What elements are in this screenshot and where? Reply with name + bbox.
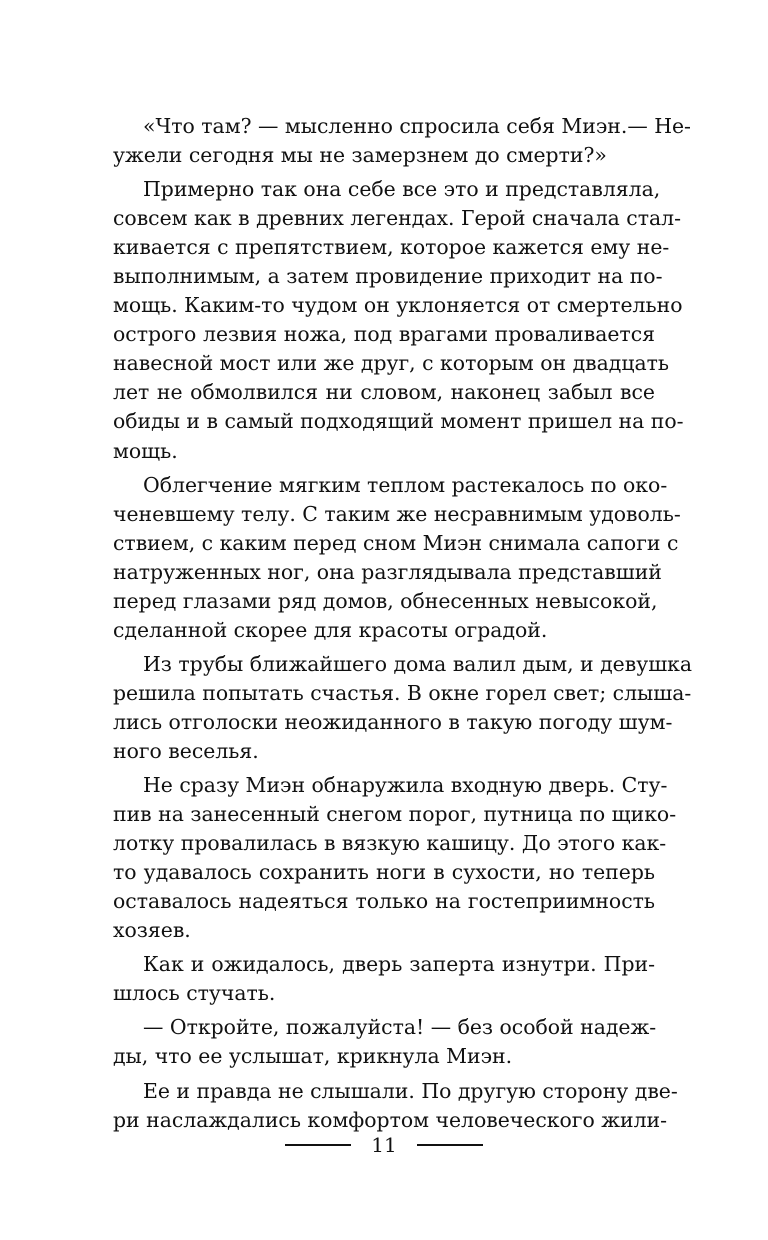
text-line: Не сразу Миэн обнаружила входную дверь. Сту- (143, 773, 668, 798)
paragraph (113, 950, 655, 1008)
text-line: Облегчение мягким теплом растекалось по око- (143, 472, 668, 497)
paragraph (113, 471, 681, 645)
text-line: мощь. Каким-то чудом он уклоняется от смертельно (113, 293, 683, 318)
text-line: ченевшему телу. С таким же несравнимым удоволь- (113, 501, 681, 526)
text-line: Примерно так она себе все это и представляла, (143, 177, 661, 202)
page-number: 11 (371, 1133, 397, 1157)
footer-rule-right (417, 1144, 483, 1146)
text-line: ствием, с каким перед сном Миэн снимала сапоги с (113, 530, 679, 555)
text-line: лет не обмолвился ни словом, наконец забыл все (113, 380, 655, 405)
text-line: — Откройте, пожалуйста! — без особой надеж- (143, 1015, 657, 1040)
text-line: ного веселья. (113, 738, 259, 763)
page-body (113, 112, 693, 1135)
footer-rule-left (285, 1144, 351, 1146)
text-line: решила попытать счастья. В окне горел свет; слыша- (113, 680, 692, 705)
text-line: навесной мост или же друг, с которым он двадцать (113, 351, 669, 376)
text-line: оставалось надеяться только на гостеприимность (113, 889, 655, 914)
text-line: Как и ожидалось, дверь заперта изнутри. При- (143, 952, 655, 977)
text-line: хозяев. (113, 918, 191, 943)
paragraph (113, 771, 677, 945)
text-line: совсем как в древних легендах. Герой сначала стал- (113, 206, 682, 231)
text-line: перед глазами ряд домов, обнесенных невысокой, (113, 588, 658, 613)
text-line: ри наслаждались комфортом человеческого жили- (113, 1107, 668, 1132)
text-line: «Что там? — мысленно спросила себя Миэн.— Не- (143, 114, 691, 138)
text-line: сделанной скорее для красоты оградой. (113, 617, 548, 642)
text-line: мощь. (113, 438, 178, 463)
text-line: натруженных ног, она разглядывала представший (113, 559, 662, 584)
text-line: пив на занесенный снегом порог, путница по щико- (113, 802, 677, 827)
paragraph (113, 1013, 655, 1071)
paragraph (113, 650, 693, 766)
paragraph (113, 175, 684, 465)
text-line: ды, что ее услышат, крикнула Миэн. (113, 1044, 513, 1069)
text-line: ужели сегодня мы не замерзнем до смерти?» (113, 143, 607, 168)
text-line: Ее и правда не слышали. По другую сторону две- (143, 1078, 678, 1103)
paragraph (113, 1077, 678, 1135)
text-line: острого лезвия ножа, под врагами проваливается (113, 322, 655, 347)
text-line: Из трубы ближайшего дома валил дым, и девушка (143, 651, 693, 676)
text-line: шлось стучать. (113, 981, 276, 1006)
text-line: выполнимым, а затем провидение приходит на по- (113, 264, 663, 289)
text-line: лись отголоски неожиданного в такую погоду шум- (113, 709, 673, 734)
text-line: кивается с препятствием, которое кажется ему не- (113, 235, 670, 260)
text-line: то удавалось сохранить ноги в сухости, но теперь (113, 860, 655, 885)
text-line: обиды и в самый подходящий момент пришел на по- (113, 409, 684, 434)
paragraph (113, 112, 691, 170)
page-footer (0, 1130, 768, 1160)
text-line: лотку провалилась в вязкую кашицу. До этого как- (113, 831, 667, 856)
